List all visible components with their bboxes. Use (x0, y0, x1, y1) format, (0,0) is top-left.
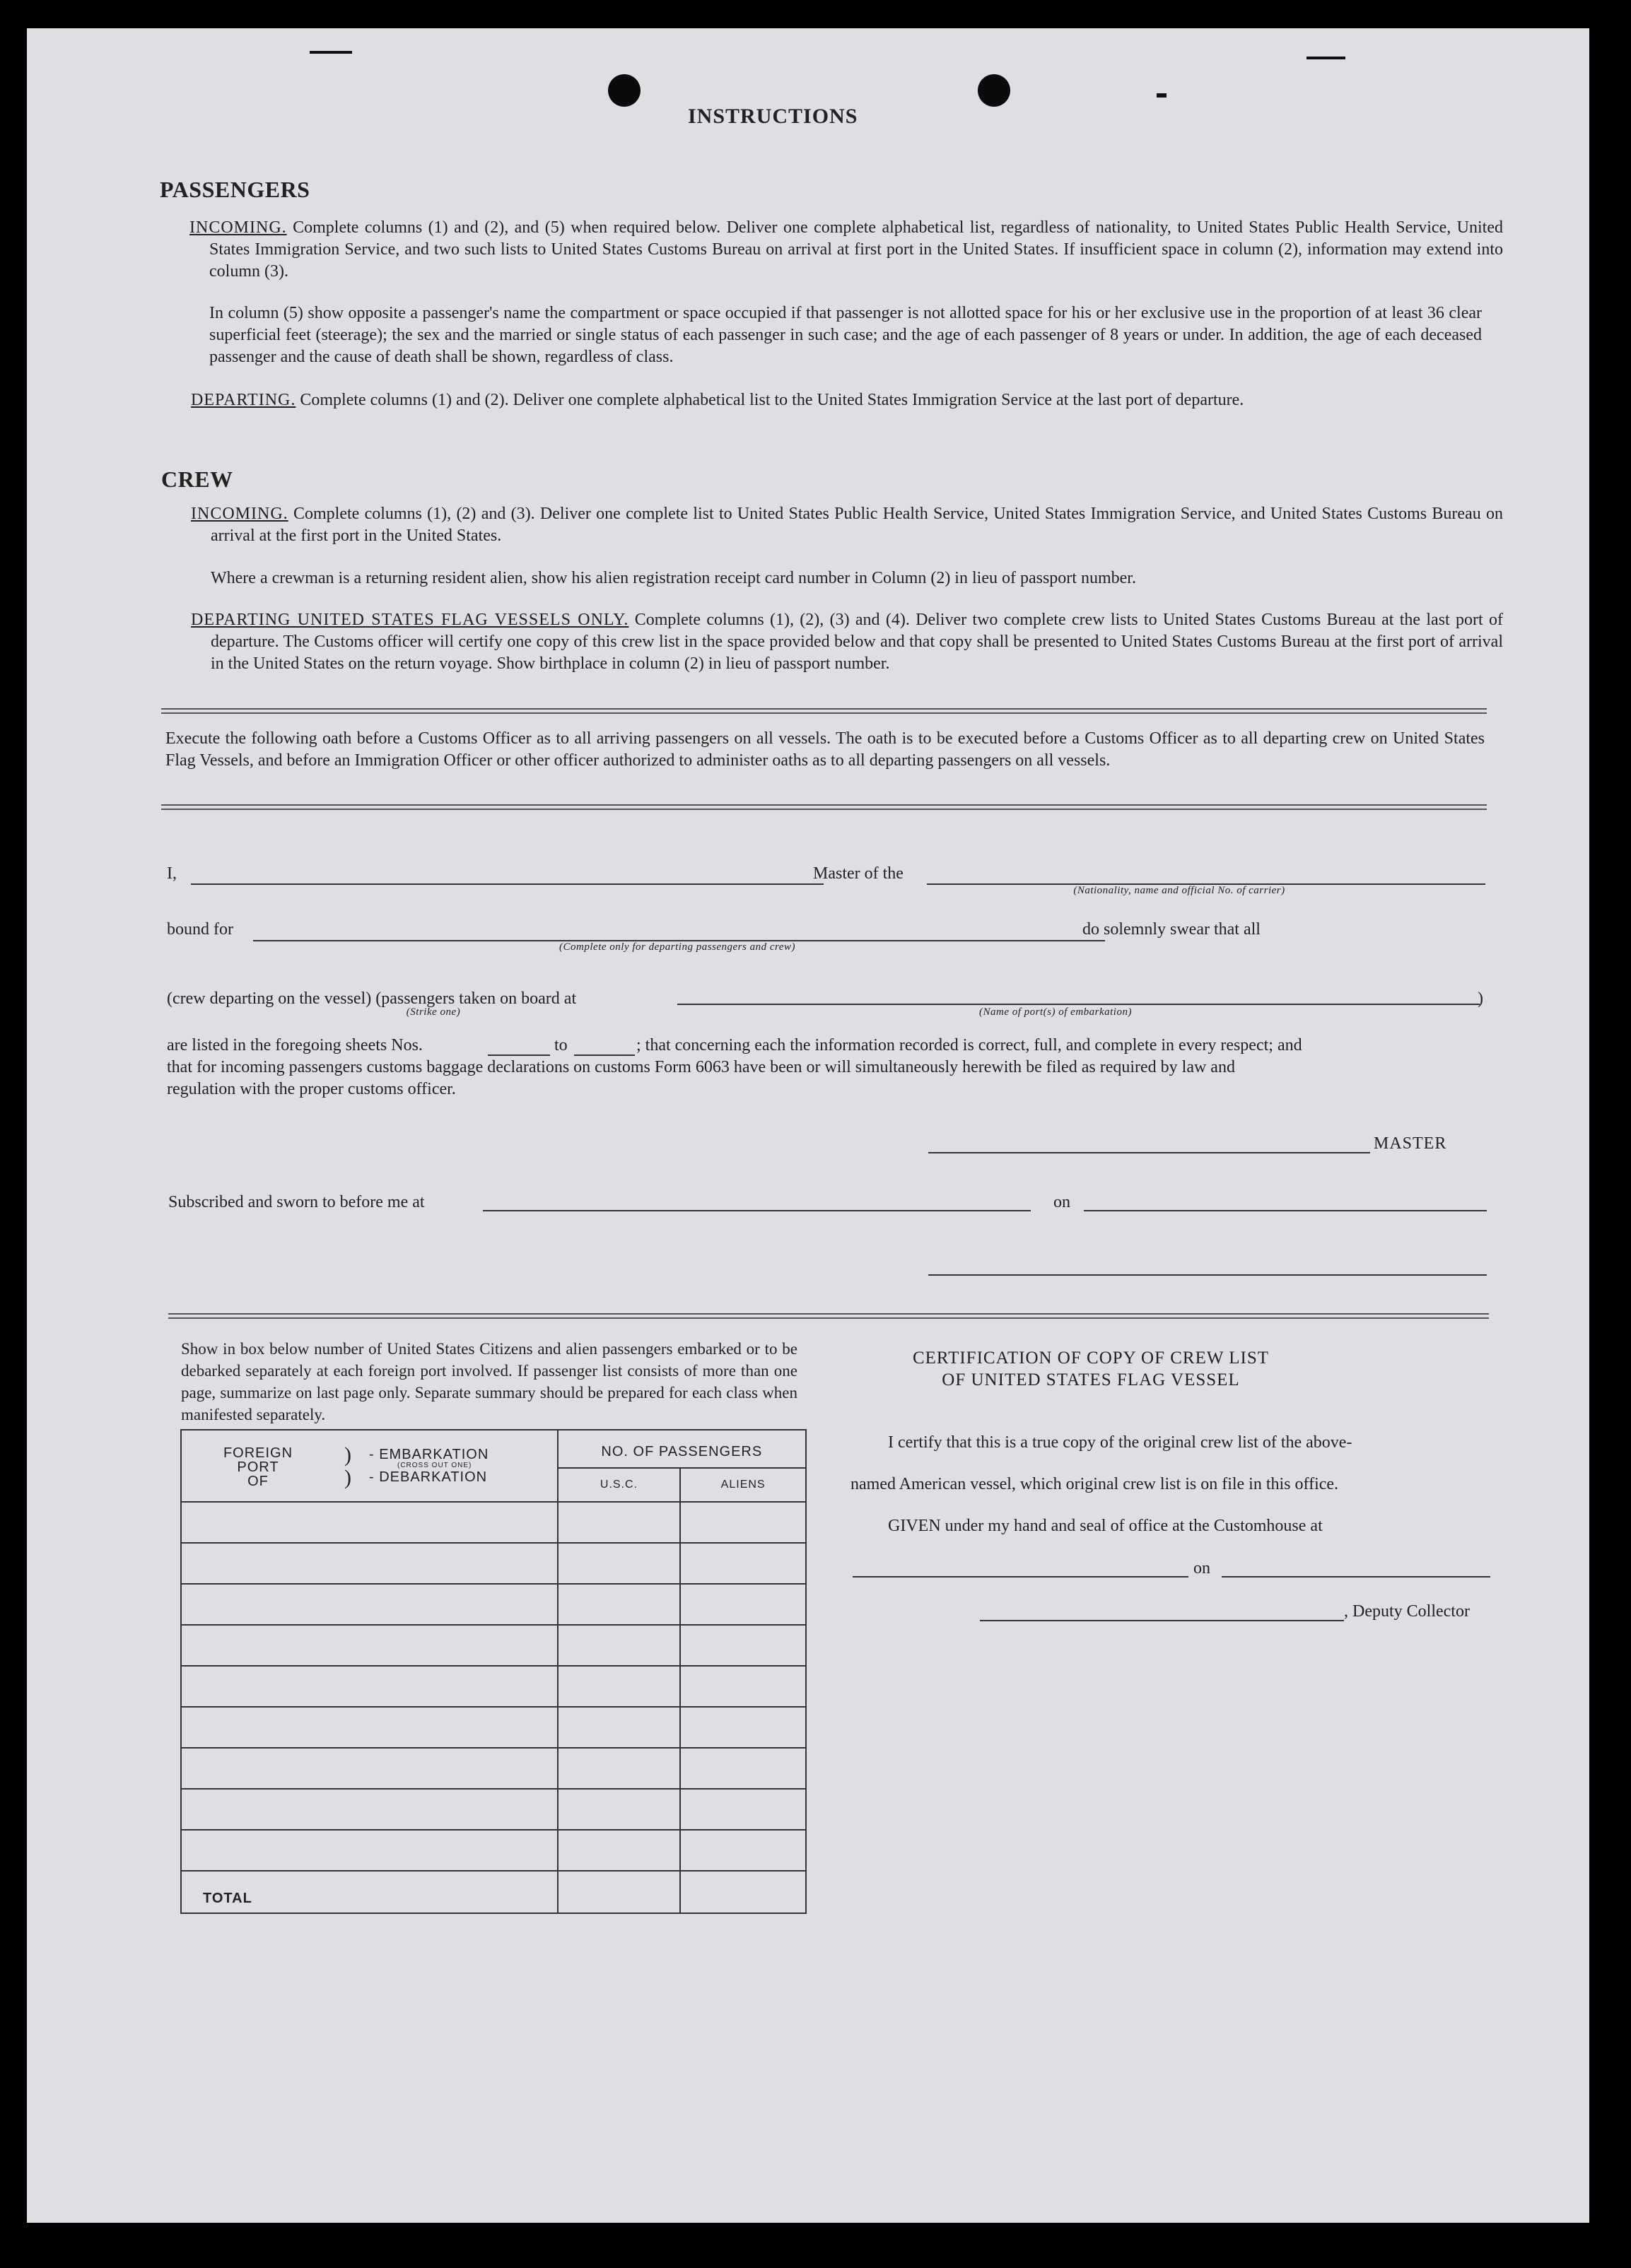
usc-cell[interactable] (558, 1789, 681, 1830)
crew-incoming-text: Complete columns (1), (2) and (3). Deliver one complete list to United States Public Health Service, United States Immigration Service, and United States Customs Bureau on arrival at the first port in the United States. (211, 505, 1504, 545)
listed-text-d: regulation with the proper customs officer. (167, 1080, 456, 1098)
port-cell[interactable] (181, 1830, 558, 1871)
aliens-cell[interactable] (680, 1666, 806, 1707)
usc-cell[interactable] (558, 1543, 681, 1584)
aliens-header: ALIENS (680, 1468, 806, 1502)
scan-mark (1157, 93, 1167, 98)
oath-i-label: I, (167, 864, 177, 883)
strike-one-caption: (Strike one) (406, 1006, 461, 1018)
carrier-caption: (Nationality, name and official No. of carrier) (1073, 885, 1285, 896)
embarkation-label: - EMBARKATION (369, 1447, 489, 1462)
form-page (27, 28, 1589, 2223)
section-divider (161, 708, 1487, 714)
punch-hole-right (978, 74, 1010, 107)
passengers-incoming-paragraph (189, 217, 1503, 283)
crew-incoming-paragraph (191, 503, 1503, 547)
usc-cell[interactable] (558, 1830, 681, 1871)
total-label-cell (181, 1871, 558, 1913)
aliens-cell[interactable] (680, 1748, 806, 1789)
section-divider (168, 1313, 1489, 1319)
port-cell[interactable] (181, 1502, 558, 1543)
usc-cell[interactable] (558, 1748, 681, 1789)
crew-departing-label: DEPARTING UNITED STATES FLAG VESSELS ONLY. (191, 611, 629, 629)
total-label: TOTAL (203, 1891, 252, 1906)
usc-cell[interactable] (558, 1625, 681, 1666)
scan-mark (1306, 57, 1345, 59)
given-text: GIVEN under my hand and seal of office at the Customhouse at (888, 1517, 1323, 1535)
bound-for-label: bound for (167, 920, 233, 939)
scan-mark (310, 51, 352, 54)
sheet-to-field[interactable] (574, 1054, 635, 1056)
officer-signature-field[interactable] (928, 1274, 1487, 1276)
certification-heading (861, 1347, 1321, 1391)
foreign-port-of-labels (216, 1446, 300, 1488)
debarkation-label: - DEBARKATION (369, 1469, 488, 1485)
passengers-departing-label: DEPARTING. (191, 391, 296, 409)
usc-header: U.S.C. (558, 1468, 681, 1502)
passengers-incoming-label: INCOMING. (189, 218, 287, 237)
cert-on-label: on (1193, 1559, 1210, 1577)
port-cell[interactable] (181, 1666, 558, 1707)
page-title: INSTRUCTIONS (688, 105, 858, 128)
usc-cell[interactable] (558, 1666, 681, 1707)
oath-instructions: Execute the following oath before a Customs Officer as to all arriving passengers on all vessels. The oath is to be executed before a Customs Officer as to all departing crew on United States Flag Vessels, and before an Immigration Officer or other officer authorized to administer oaths as to all departing passengers on all vessels. (165, 729, 1485, 770)
brace-top: ) (344, 1443, 351, 1467)
port-cell[interactable] (181, 1789, 558, 1830)
deputy-collector-signature-field[interactable] (980, 1620, 1344, 1621)
close-paren: ) (1478, 989, 1483, 1008)
passengers-departing-paragraph (191, 389, 1503, 411)
port-label: PORT (237, 1459, 279, 1475)
passengers-heading: PASSENGERS (160, 177, 310, 202)
embark-debark-labels (369, 1447, 489, 1484)
foreign-label: FOREIGN (223, 1445, 293, 1461)
sworn-on-label: on (1053, 1193, 1070, 1211)
sheet-from-field[interactable] (488, 1054, 550, 1056)
solemnly-swear-label: do solemnly swear that all (1082, 920, 1261, 939)
summary-instructions: Show in box below number of United States Citizens and alien passengers embarked or to be debarked separately at each foreign port involved. If passenger list consists of more than one page, summarize on last page only. Separate summary should be prepared for each class when manifested separately. (181, 1340, 797, 1423)
passengers-incoming-text: Complete columns (1) and (2), and (5) when required below. Deliver one complete alphabetical list, regardless of nationality, to United States Public Health Service, United States Immigration Service, and two such lists to United States Customs Bureau on arrival at first port in the United States. If insufficient space in column (2), information may extend into column (3). (209, 218, 1503, 281)
listed-text-b: ; that concerning each the information recorded is correct, full, and complete in every respect; and (636, 1036, 1302, 1054)
port-cell[interactable] (181, 1625, 558, 1666)
no-of-passengers-header: NO. OF PASSENGERS (558, 1430, 806, 1468)
aliens-cell[interactable] (680, 1789, 806, 1830)
customhouse-field[interactable] (853, 1576, 1188, 1577)
certification-heading-line1: CERTIFICATION OF COPY OF CREW LIST (912, 1349, 1270, 1368)
crew-alien-paragraph: Where a crewman is a returning resident alien, show his alien registration receipt card number in Column (2) in lieu of passport number. (211, 569, 1136, 587)
certify-text-a: I certify that this is a true copy of the original crew list of the above- (888, 1433, 1352, 1452)
aliens-cell[interactable] (680, 1707, 806, 1748)
section-divider (161, 804, 1487, 810)
port-cell[interactable] (181, 1707, 558, 1748)
master-signature-field[interactable] (928, 1152, 1370, 1153)
cross-out-label: (CROSS OUT ONE) (397, 1462, 472, 1469)
crew-departing-text: Complete columns (1), (2), (3) and (4). Deliver two complete crew lists to United States Customs Bureau at the last port of departure. The Customs officer will certify one copy of this crew list in the space provided below and that copy shall be presented to United States Customs Bureau at the first port of arrival in the United States on the return voyage. Show birthplace in column (2) in lieu of passport number. (211, 611, 1503, 673)
sworn-place-field[interactable] (483, 1210, 1031, 1211)
aliens-cell[interactable] (680, 1543, 806, 1584)
port-cell[interactable] (181, 1584, 558, 1625)
brace-bottom: ) (344, 1466, 351, 1489)
listed-to-label: to (554, 1036, 568, 1054)
certification-heading-line2: OF UNITED STATES FLAG VESSEL (942, 1370, 1240, 1389)
passengers-departing-text: Complete columns (1) and (2). Deliver one complete alphabetical list to the United States Immigration Service at the last port of departure. (300, 391, 1244, 409)
bound-for-caption: (Complete only for departing passengers and crew) (559, 941, 795, 953)
usc-total-cell[interactable] (558, 1871, 681, 1913)
sworn-date-field[interactable] (1084, 1210, 1487, 1211)
aliens-cell[interactable] (680, 1830, 806, 1871)
crew-departing-label-oath: (crew departing on the vessel) (passengers taken on board at (167, 989, 577, 1008)
passenger-summary-table (180, 1429, 807, 1914)
aliens-total-cell[interactable] (680, 1871, 806, 1913)
aliens-cell[interactable] (680, 1584, 806, 1625)
crew-incoming-label: INCOMING. (191, 505, 288, 523)
crew-heading: CREW (161, 466, 233, 492)
master-of-the-label: Master of the (813, 864, 904, 883)
usc-cell[interactable] (558, 1584, 681, 1625)
column5-paragraph: In column (5) show opposite a passenger's name the compartment or space occupied if that passenger is not allotted space for his or her exclusive use in the proportion of at least 36 clear superficial feet (steerage); the sex and the married or single status of each passenger in such case; and the age of each passenger of 8 years or under. In addition, the age of each deceased passenger and the cause of death shall be shown, regardless of class. (209, 304, 1482, 366)
punch-hole-left (608, 74, 641, 107)
usc-cell[interactable] (558, 1707, 681, 1748)
port-cell[interactable] (181, 1543, 558, 1584)
aliens-cell[interactable] (680, 1625, 806, 1666)
crew-departing-paragraph (191, 609, 1503, 675)
certify-text-b: named American vessel, which original crew list is on file in this office. (850, 1475, 1339, 1493)
deputy-collector-label: , Deputy Collector (1344, 1602, 1470, 1621)
ports-caption: (Name of port(s) of embarkation) (979, 1006, 1132, 1018)
listed-sheets-label: are listed in the foregoing sheets Nos. (167, 1036, 423, 1054)
port-cell[interactable] (181, 1748, 558, 1789)
listed-text-c: that for incoming passengers customs baggage declarations on customs Form 6063 have been or will simultaneously herewith be filed as required by law and (167, 1058, 1235, 1076)
port-of-embarkation-field[interactable] (677, 1004, 1480, 1005)
master-label: MASTER (1374, 1134, 1447, 1153)
port-header-cell (181, 1430, 558, 1502)
usc-cell[interactable] (558, 1502, 681, 1543)
aliens-cell[interactable] (680, 1502, 806, 1543)
cert-date-field[interactable] (1222, 1576, 1490, 1577)
of-label: OF (247, 1474, 269, 1489)
master-name-field[interactable] (191, 883, 824, 885)
subscribed-label: Subscribed and sworn to before me at (168, 1193, 425, 1211)
